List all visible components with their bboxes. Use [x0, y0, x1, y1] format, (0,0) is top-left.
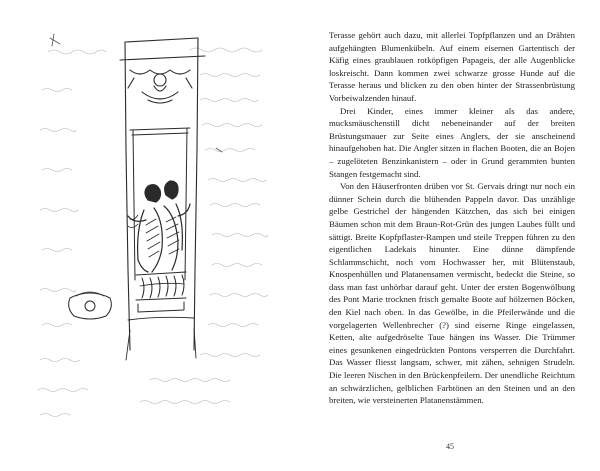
paragraph: Terasse gehört auch dazu, mit allerlei Topfpflanzen und an Drähten aufgehängten Blumenkübeln. Auf einem eisernen Gartentisch der Käfig eines graublauen rotköpfigen Papageis, der alle Augenblicke loskreischt. Dann kommen zwei schwarze grosse Hunde auf die Terasse heraus und blicken zu den oben hinter der Strassenbrüstung Vorbeiwalzenden hinauf.	[329, 30, 575, 103]
paragraph: Drei Kinder, eines immer kleiner als das andere, mucksmäuschenstill dicht nebeneinander auf der breiten Brüstungsmauer zur Seite eines Anglers, der sie anscheinend hinaufgehoben hat. Die Angler sitzen in flachen Booten, die an Bojen – zugelöteten Benzinkanistern – oder in Grund gerammten bunten Stangen festgemacht sind.	[329, 105, 575, 179]
right-page	[300, 0, 600, 471]
page-number: 45	[446, 442, 454, 451]
body-text	[329, 29, 575, 407]
pen-sketch-illustration	[30, 30, 285, 428]
paragraph: Von den Häuserfronten drüben vor St. Gervais dringt nur noch ein dünner Schein durch die blühenden Pappeln davor. Das unzählige gelbe Gestrichel der hängenden Kätzchen, das sich bei einigen Bäumen schon mit dem Braun-Rot-Grün des jungen Laubes füllt und sättigt. Breite Kopfpflaster-Rampen und steile Treppen führen zu den eigentlichen Ladekais hinunter. Eine dünne dämpfende Schlammschicht, noch vom Hochwasser her, mit Blütenstaub, Knospenhüllen und Platanensamen vermischt, bedeckt die Steine, so dass man fast unhörbar darauf geht. Unter der ersten Bogenwölbung des Pont Marie trocknen frisch gemalte Boote auf hölzernen Böcken, den Kiel nach oben. In das Gewölbe, in die Pfeilerwände und die vorgelagerten Wellenbrecher (?) sind eiserne Ringe eingelassen, Ketten, alte aufgedröselte Taue hängen ins Wasser. Die Trümmer eines gesunkenen eingedrückten Pontons versperren die Durchfahrt. Das Wasser fliesst langsam, schwer, mit zähen, sehnigen Strudeln. Die leeren Nischen in den Brückenpfeilern. Der unendliche Reichtum an schwärzlichen, gelblichen Farbtönen an den Steinen und an den breiten, wie versteinerten Platanenstämmen.	[329, 181, 575, 406]
